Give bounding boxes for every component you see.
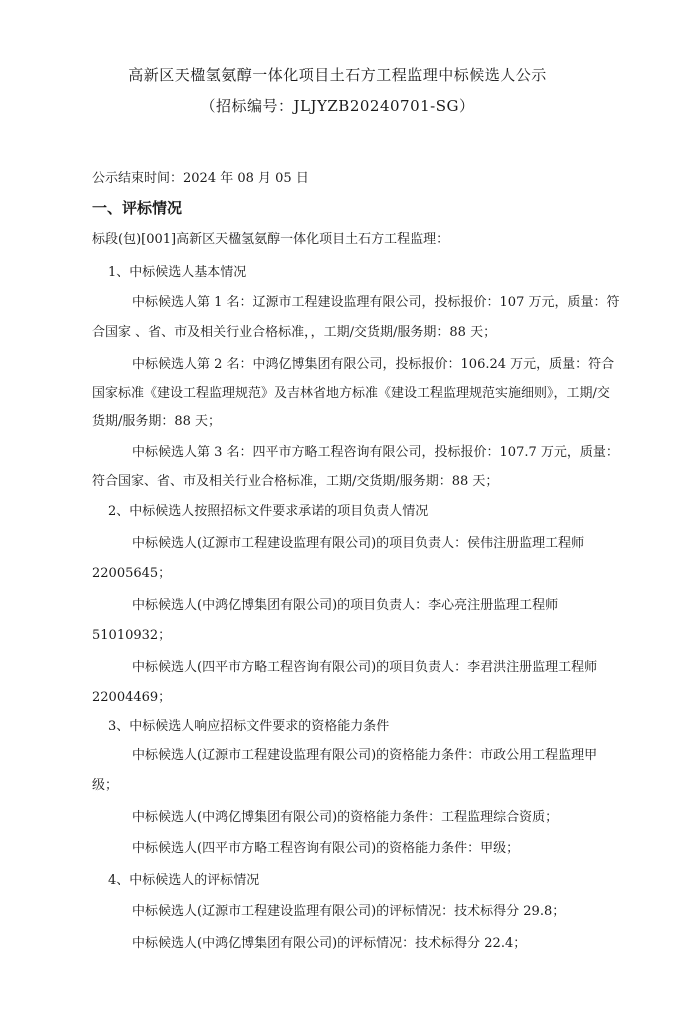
publicity-end-time: 公示结束时间：2024 年 08 月 05 日 [92,171,309,186]
subheading-qualification: 3、中标候选人响应招标文件要求的资格能力条件 [108,719,390,734]
document-title: 高新区天楹氢氨醇一体化项目土石方工程监理中标候选人公示 [128,66,547,84]
leader-2-line-1: 中标候选人(中鸿亿博集团有限公司)的项目负责人：李心亮注册监理工程师 [132,598,559,613]
candidate-3-line-2: 符合国家、省、市及相关行业合格标准，工期/交货期/服务期：88 天； [92,474,499,489]
leader-3-line-1: 中标候选人(四平市方略工程咨询有限公司)的项目负责人：李君洪注册监理工程师 [132,660,598,675]
leader-3-line-2: 22004469； [92,690,172,705]
qualification-1-line-1: 中标候选人(辽源市工程建设监理有限公司)的资格能力条件：市政公用工程监理甲 [132,748,598,763]
qualification-1-line-2: 级； [92,778,119,793]
candidate-1-line-1: 中标候选人第 1 名：辽源市工程建设监理有限公司，投标报价：107 万元，质量：符 [132,295,620,310]
subheading-basic-info: 1、中标候选人基本情况 [108,265,247,280]
qualification-2: 中标候选人(中鸿亿博集团有限公司)的资格能力条件：工程监理综合资质； [132,810,559,825]
candidate-2-line-3: 货期/服务期：88 天； [92,414,222,429]
subheading-project-leader: 2、中标候选人按照招标文件要求承诺的项目负责人情况 [108,504,429,519]
lot-line: 标段(包)[001]高新区天楹氢氨醇一体化项目土石方工程监理： [92,232,450,247]
evaluation-2: 中标候选人(中鸿亿博集团有限公司)的评标情况：技术标得分 22.4； [132,936,527,951]
candidate-3-line-1: 中标候选人第 3 名：四平市方略工程咨询有限公司，投标报价：107.7 万元，质量： [132,445,619,460]
evaluation-1: 中标候选人(辽源市工程建设监理有限公司)的评标情况：技术标得分 29.8； [132,904,566,919]
tender-code: （招标编号：JLJYZB20240701-SG） [200,97,475,115]
candidate-2-line-2: 国家标准《建设工程监理规范》及吉林省地方标准《建设工程监理规范实施细则》，工期/交 [92,386,610,401]
leader-1-line-1: 中标候选人(辽源市工程建设监理有限公司)的项目负责人：侯伟注册监理工程师 [132,536,585,551]
section-heading-evaluation: 一、评标情况 [92,199,183,217]
subheading-evaluation: 4、中标候选人的评标情况 [108,873,260,888]
leader-2-line-2: 51010932； [92,628,172,643]
candidate-2-line-1: 中标候选人第 2 名：中鸿亿博集团有限公司，投标报价：106.24 万元，质量：符合 [132,357,615,372]
candidate-1-line-2: 合国家 、省、市及相关行业合格标准，，工期/交货期/服务期：88 天； [92,325,497,340]
leader-1-line-2: 22005645； [92,566,172,581]
qualification-3: 中标候选人(四平市方略工程咨询有限公司)的资格能力条件：甲级； [132,841,520,856]
